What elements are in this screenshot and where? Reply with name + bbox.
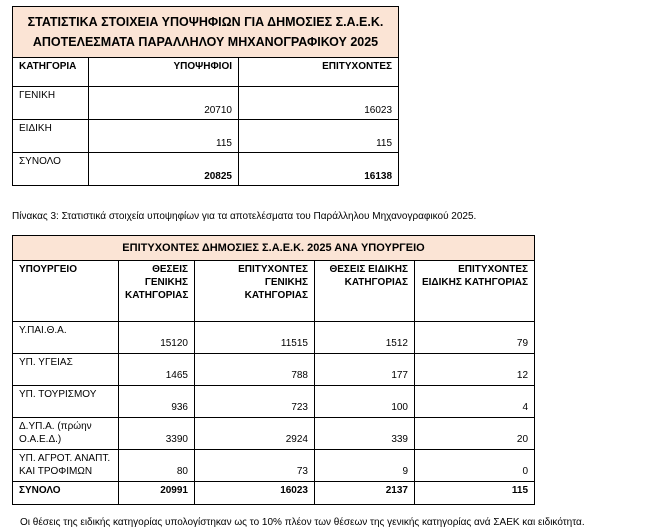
general-positions-cell: 15120: [119, 322, 195, 354]
category-cell: ΣΥΝΟΛΟ: [13, 153, 89, 186]
special-positions-cell: 9: [315, 450, 415, 482]
general-successful-cell: 73: [195, 450, 315, 482]
ministry-cell: Δ.ΥΠ.Α. (πρώην Ο.Α.Ε.Δ.): [13, 418, 119, 450]
special-successful-cell: 79: [415, 322, 535, 354]
category-cell: ΓΕΝΙΚΗ: [13, 87, 89, 120]
table2-header-special-positions: ΘΕΣΕΙΣ ΕΙΔΙΚΗΣ ΚΑΤΗΓΟΡΙΑΣ: [315, 261, 415, 322]
ministry-cell: ΥΠ. ΤΟΥΡΙΣΜΟΥ: [13, 386, 119, 418]
special-positions-cell: 177: [315, 354, 415, 386]
general-successful-cell: 723: [195, 386, 315, 418]
table2-title: ΕΠΙΤΥΧΟΝΤΕΣ ΔΗΜΟΣΙΕΣ Σ.Α.Ε.Κ. 2025 ΑΝΑ ΥΠΟΥΡΓΕΙΟ: [13, 236, 535, 261]
general-successful-total-cell: 16023: [195, 482, 315, 505]
table1-header-category: ΚΑΤΗΓΟΡΙΑ: [13, 58, 89, 87]
special-successful-total-cell: 115: [415, 482, 535, 505]
special-positions-cell: 339: [315, 418, 415, 450]
table2-header-general-successful: ΕΠΙΤΥΧΟΝΤΕΣ ΓΕΝΙΚΗΣ ΚΑΤΗΓΟΡΙΑΣ: [195, 261, 315, 322]
general-successful-cell: 11515: [195, 322, 315, 354]
special-successful-cell: 4: [415, 386, 535, 418]
table2-header-row: [13, 261, 535, 322]
table-row: [13, 120, 399, 153]
special-positions-total-cell: 2137: [315, 482, 415, 505]
table-row: [13, 450, 535, 482]
candidates-total-cell: 20825: [89, 153, 239, 186]
table1-title-line1: ΣΤΑΤΙΣΤΙΚΑ ΣΤΟΙΧΕΙΑ ΥΠΟΨΗΦΙΩΝ ΓΙΑ ΔΗΜΟΣΙΕΣ Σ.Α.Ε.Κ.: [27, 15, 384, 29]
table2-header-special-successful: ΕΠΙΤΥΧΟΝΤΕΣ ΕΙΔΙΚΗΣ ΚΑΤΗΓΟΡΙΑΣ: [415, 261, 535, 322]
table-row: [13, 87, 399, 120]
general-positions-cell: 936: [119, 386, 195, 418]
successful-cell: 115: [239, 120, 399, 153]
table2-header-general-positions: ΘΕΣΕΙΣ ΓΕΝΙΚΗΣ ΚΑΤΗΓΟΡΙΑΣ: [119, 261, 195, 322]
footnote: Οι θέσεις της ειδικής κατηγορίας υπολογίστηκαν ως το 10% πλέον των θέσεων της γενικής κατηγορίας ανά ΣΑΕΚ και ειδικότητα.: [20, 517, 585, 528]
table-row: [13, 322, 535, 354]
general-positions-cell: 3390: [119, 418, 195, 450]
table2-header-ministry: ΥΠΟΥΡΓΕΙΟ: [13, 261, 119, 322]
ministry-total-cell: ΣΥΝΟΛΟ: [13, 482, 119, 505]
table1-header-candidates: ΥΠΟΨΗΦΙΟΙ: [89, 58, 239, 87]
table-row-total: [13, 153, 399, 186]
candidates-cell: 115: [89, 120, 239, 153]
ministry-cell: ΥΠ. ΥΓΕΙΑΣ: [13, 354, 119, 386]
table-row: [13, 418, 535, 450]
table1-title: [13, 7, 399, 58]
successful-total-cell: 16138: [239, 153, 399, 186]
general-successful-cell: 2924: [195, 418, 315, 450]
general-positions-cell: 80: [119, 450, 195, 482]
ministry-cell: ΥΠ. ΑΓΡΟΤ. ΑΝΑΠΤ. ΚΑΙ ΤΡΟΦΙΜΩΝ: [13, 450, 119, 482]
special-positions-cell: 100: [315, 386, 415, 418]
special-successful-cell: 12: [415, 354, 535, 386]
table-caption: Πίνακας 3: Στατιστικά στοιχεία υποψηφίων για τα αποτελέσματα του Παράλληλου Μηχανογραφικού 2025.: [12, 211, 477, 222]
category-cell: ΕΙΔΙΚΗ: [13, 120, 89, 153]
table-row-total: [13, 482, 535, 505]
special-positions-cell: 1512: [315, 322, 415, 354]
successful-by-ministry-table: [12, 235, 535, 505]
general-positions-cell: 1465: [119, 354, 195, 386]
candidates-summary-table: [12, 6, 399, 186]
ministry-cell: Υ.ΠΑΙ.Θ.Α.: [13, 322, 119, 354]
successful-cell: 16023: [239, 87, 399, 120]
general-positions-total-cell: 20991: [119, 482, 195, 505]
candidates-cell: 20710: [89, 87, 239, 120]
special-successful-cell: 0: [415, 450, 535, 482]
table1-header-row: [13, 58, 399, 87]
table1-header-successful: ΕΠΙΤΥΧΟΝΤΕΣ: [239, 58, 399, 87]
table1-title-line2: ΑΠΟΤΕΛΕΣΜΑΤΑ ΠΑΡΑΛΛΗΛΟΥ ΜΗΧΑΝΟΓΡΑΦΙΚΟΥ 2025: [32, 35, 379, 49]
table-row: [13, 386, 535, 418]
special-successful-cell: 20: [415, 418, 535, 450]
table-row: [13, 354, 535, 386]
general-successful-cell: 788: [195, 354, 315, 386]
